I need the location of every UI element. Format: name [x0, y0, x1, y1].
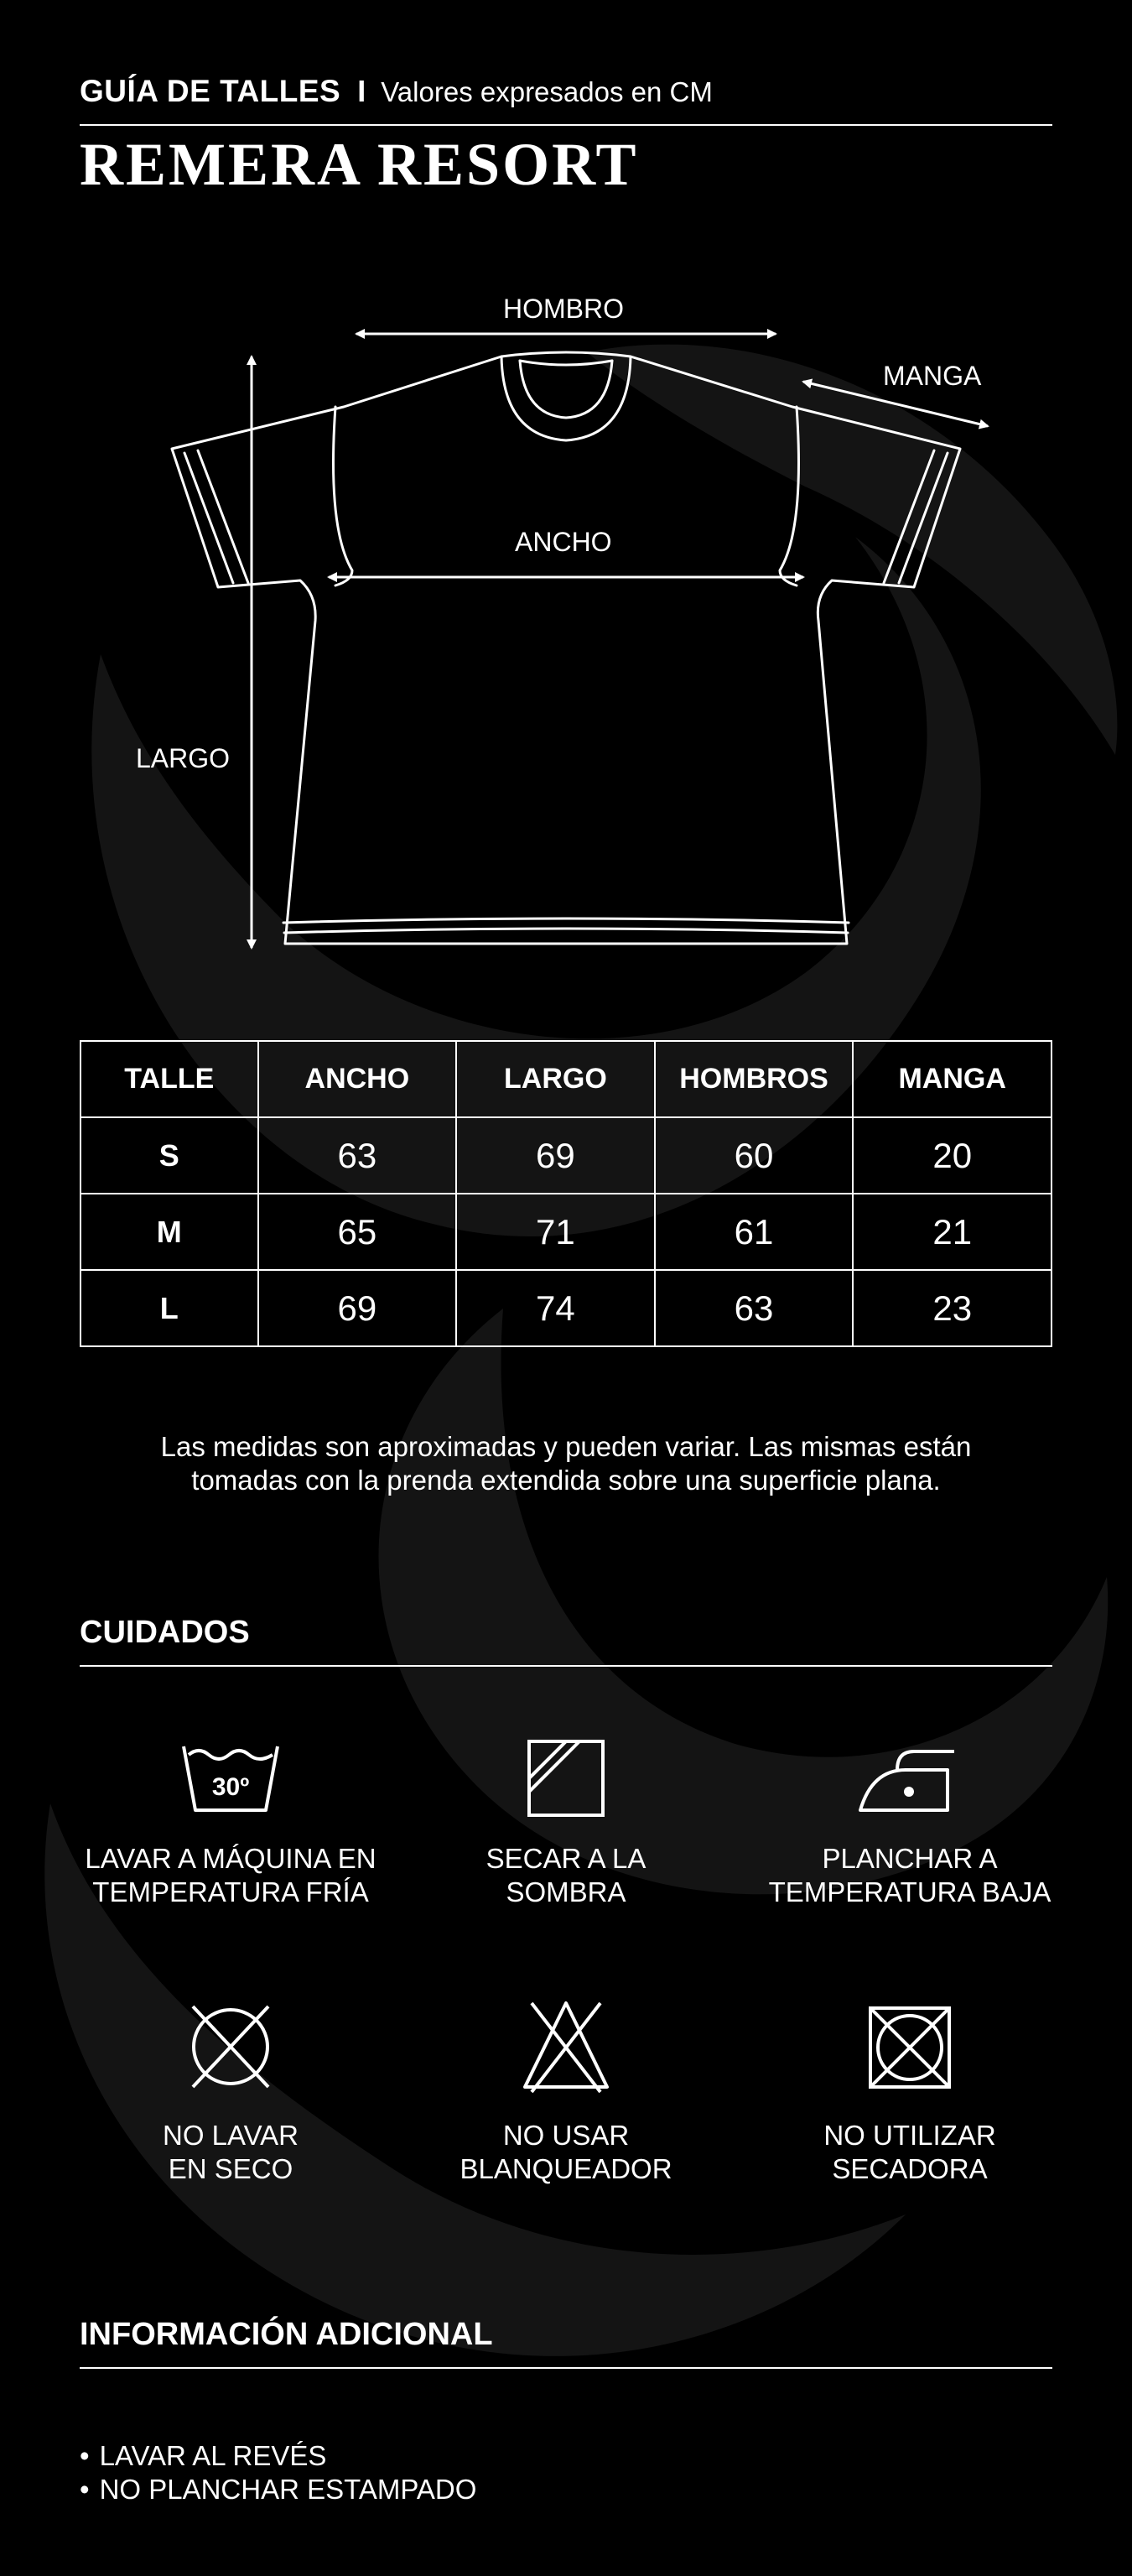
list-item: • NO PLANCHAR ESTAMPADO: [80, 2473, 476, 2506]
size-cell: M: [80, 1194, 258, 1270]
value-cell: 71: [456, 1194, 655, 1270]
care-label-line: EN SECO: [168, 2153, 293, 2184]
no-tumble-dry-icon: [864, 1996, 956, 2097]
guide-title: GUÍA DE TALLES: [80, 74, 341, 108]
value-cell: 63: [258, 1117, 457, 1194]
care-divider: [80, 1665, 1052, 1667]
value-cell: 65: [258, 1194, 457, 1270]
sleeve-label: MANGA: [883, 361, 982, 391]
header: [80, 74, 1052, 109]
care-label-line: TEMPERATURA FRÍA: [92, 1876, 369, 1907]
size-cell: L: [80, 1270, 258, 1346]
size-table: [80, 1040, 1052, 1347]
wash-temperature: 30º: [211, 1773, 250, 1801]
care-label-line: TEMPERATURA BAJA: [768, 1876, 1052, 1907]
units-subtitle: Valores expresados en CM: [381, 76, 713, 107]
value-cell: 60: [655, 1117, 854, 1194]
width-label: ANCHO: [515, 527, 612, 557]
header-separator: I: [357, 74, 366, 108]
list-item: • LAVAR AL REVÉS: [80, 2439, 476, 2473]
value-cell: 69: [456, 1117, 655, 1194]
product-title: REMERA RESORT: [80, 131, 639, 198]
additional-info-list: [80, 2439, 476, 2506]
care-item-wash: [71, 1736, 390, 1909]
table-row: [80, 1194, 1052, 1270]
additional-info-title: INFORMACIÓN ADICIONAL: [80, 2317, 493, 2352]
value-cell: 21: [853, 1194, 1052, 1270]
header-divider: [80, 124, 1052, 126]
care-label-line: SECAR A LA: [486, 1843, 646, 1874]
value-cell: 74: [456, 1270, 655, 1346]
header-manga: MANGA: [853, 1041, 1052, 1117]
tshirt-diagram: [0, 277, 1132, 965]
measure-arrows: [252, 334, 988, 948]
care-item-no-dry-clean: [71, 1996, 390, 2186]
care-label-line: NO USAR: [502, 2120, 630, 2151]
care-label-line: NO UTILIZAR: [823, 2120, 996, 2151]
no-dry-clean-icon: [184, 1996, 277, 2097]
value-cell: 20: [853, 1117, 1052, 1194]
shoulder-label: HOMBRO: [503, 294, 624, 324]
care-item-iron: [750, 1736, 1069, 1909]
header-talle: TALLE: [80, 1041, 258, 1117]
note-line-2: tomadas con la prenda extendida sobre una superficie plana.: [191, 1465, 941, 1496]
value-cell: 23: [853, 1270, 1052, 1346]
table-row: [80, 1117, 1052, 1194]
value-cell: 63: [655, 1270, 854, 1346]
care-item-no-bleach: [407, 1996, 725, 2186]
care-label-line: NO LAVAR: [163, 2120, 299, 2151]
care-item-dry-shade: [407, 1736, 725, 1909]
care-title: CUIDADOS: [80, 1615, 250, 1650]
care-label-line: LAVAR A MÁQUINA EN: [85, 1843, 376, 1874]
wash-30-icon: [180, 1736, 281, 1820]
iron-low-icon: [855, 1736, 964, 1820]
header-largo: LARGO: [456, 1041, 655, 1117]
measurement-note: [80, 1430, 1052, 1497]
header-ancho: ANCHO: [258, 1041, 457, 1117]
size-cell: S: [80, 1117, 258, 1194]
value-cell: 61: [655, 1194, 854, 1270]
care-label-line: PLANCHAR A: [822, 1843, 998, 1874]
value-cell: 69: [258, 1270, 457, 1346]
care-label-line: SECADORA: [832, 2153, 988, 2184]
additional-info-divider: [80, 2367, 1052, 2369]
table-header-row: [80, 1041, 1052, 1117]
table-row: [80, 1270, 1052, 1346]
note-line-1: Las medidas son aproximadas y pueden variar. Las mismas están: [160, 1431, 972, 1462]
care-label-line: SOMBRA: [506, 1876, 626, 1907]
care-item-no-tumble-dry: [750, 1996, 1069, 2186]
no-bleach-icon: [520, 1996, 612, 2097]
care-label-line: BLANQUEADOR: [460, 2153, 672, 2184]
dry-in-shade-icon: [524, 1736, 608, 1820]
header-hombros: HOMBROS: [655, 1041, 854, 1117]
length-label: LARGO: [136, 743, 231, 773]
